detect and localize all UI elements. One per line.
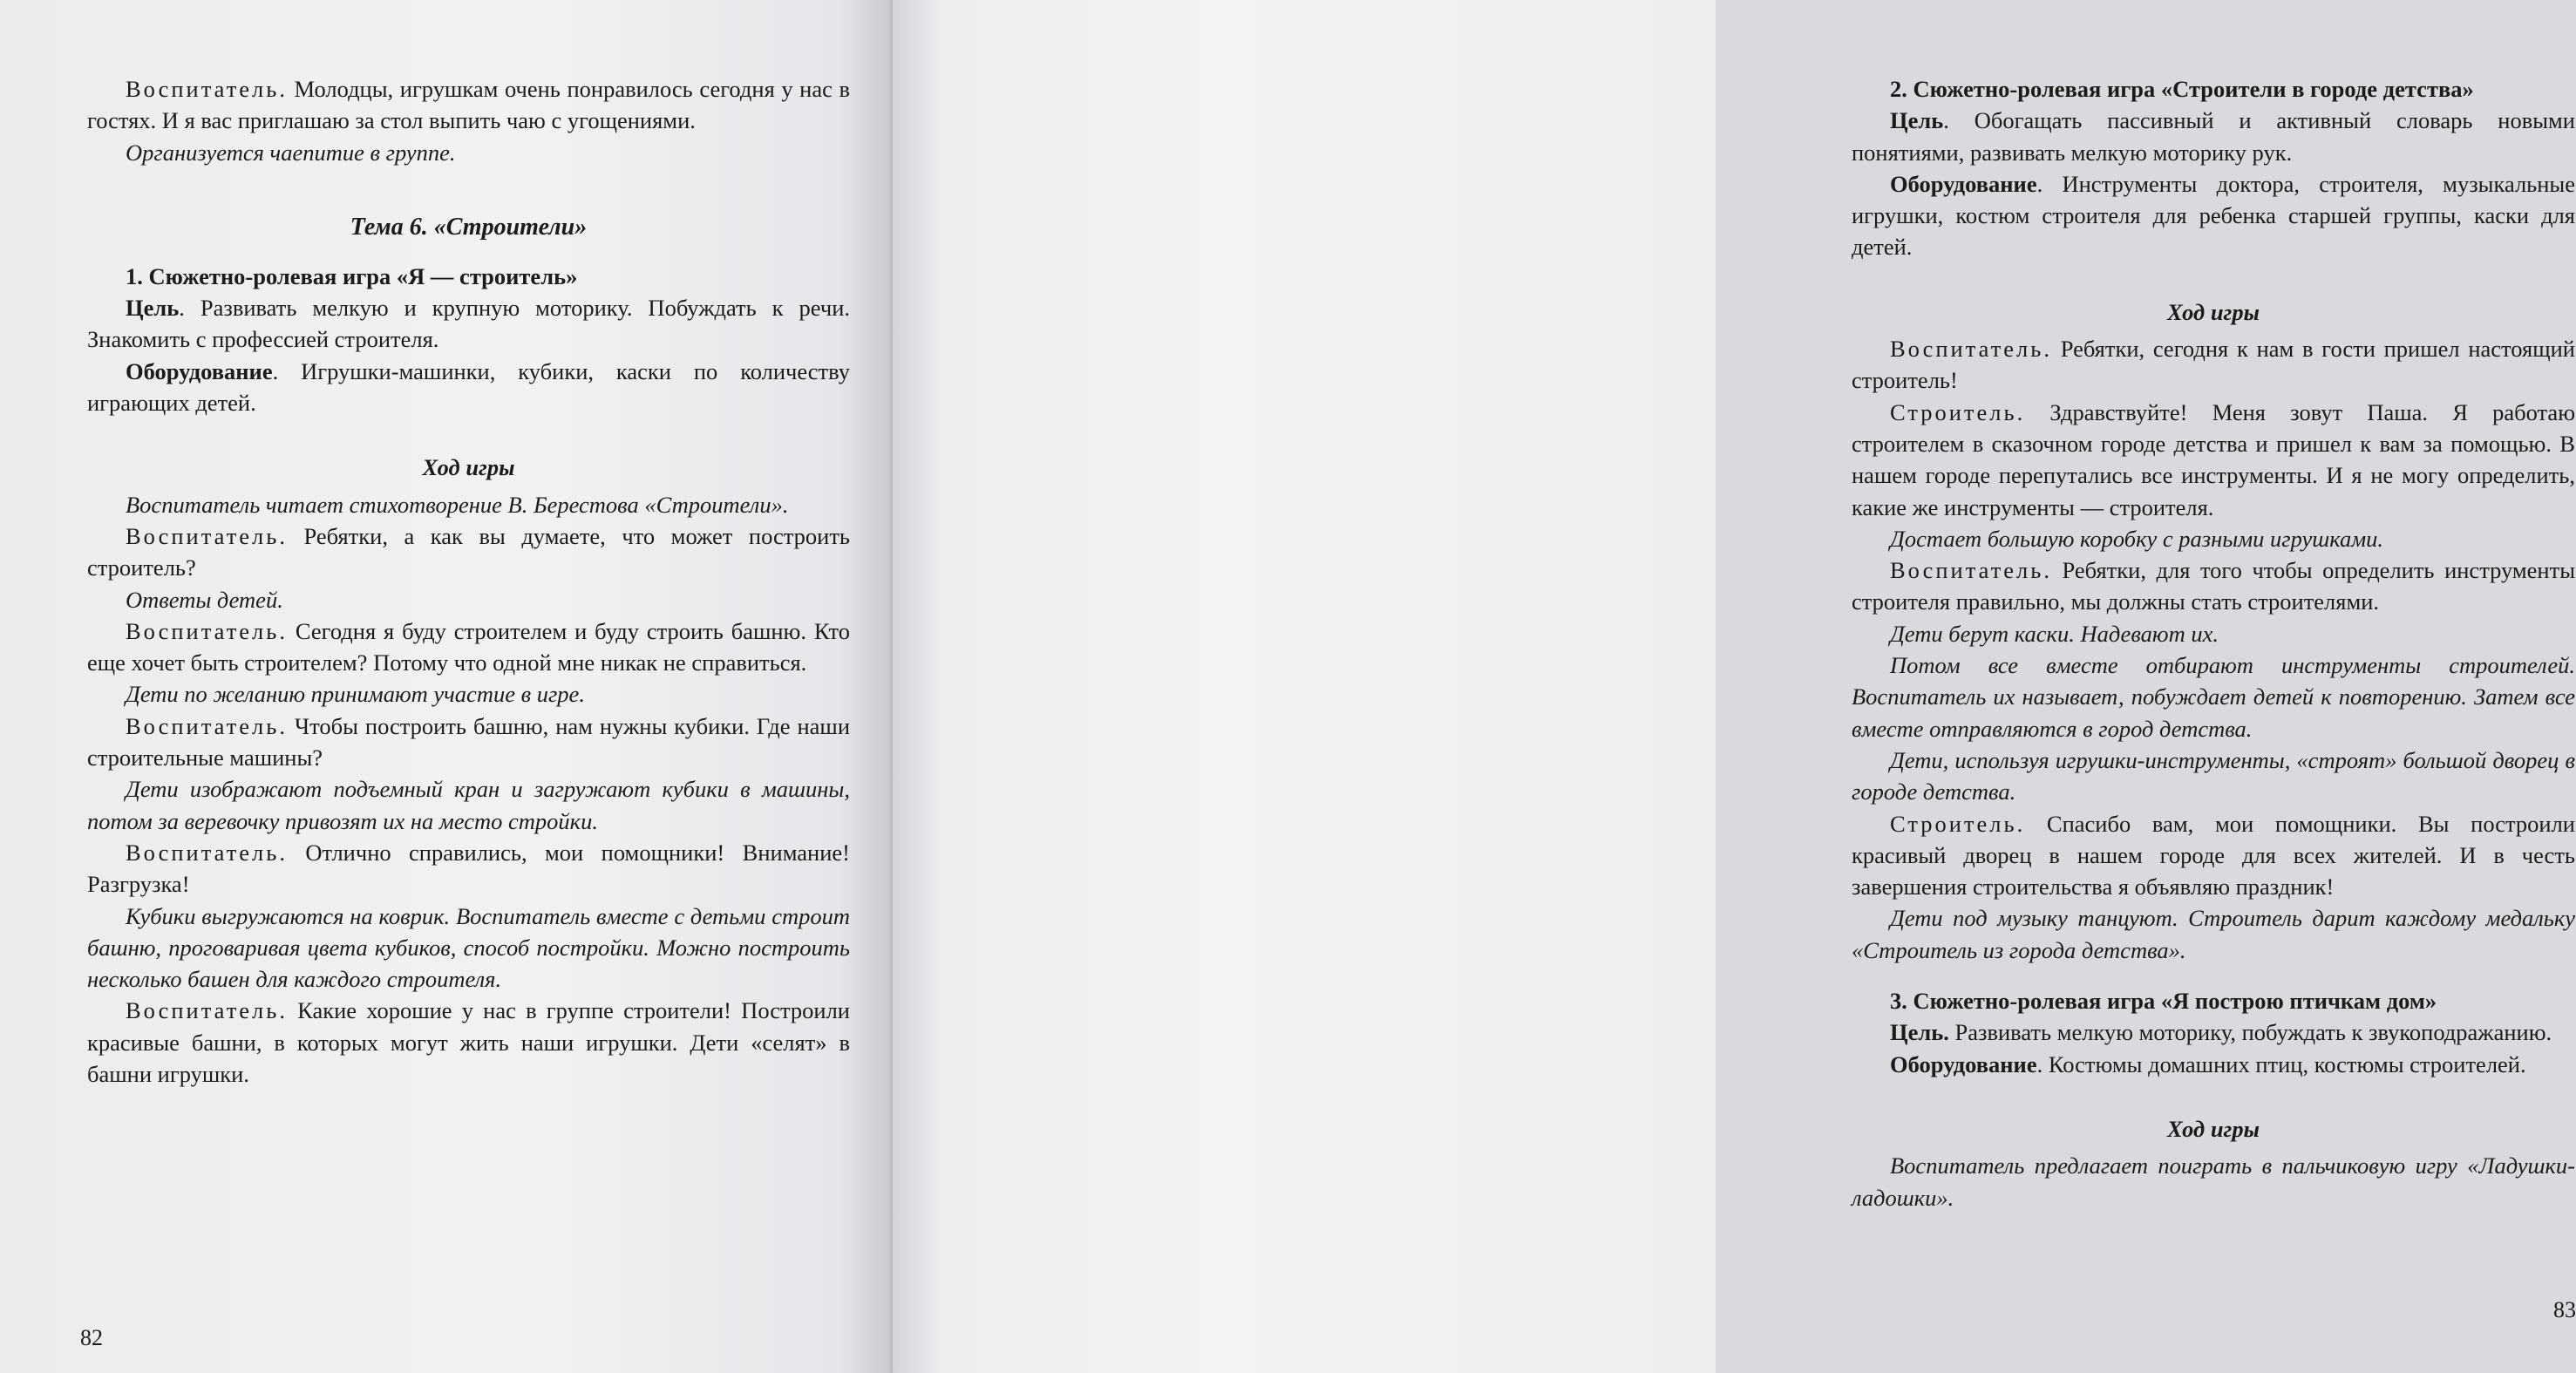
goal-paragraph (1852, 105, 2575, 168)
game-heading: 2. Сюжетно-ролевая игра «Строители в городе детства» (1890, 76, 2474, 102)
speaker-label: Воспитатель. (126, 617, 288, 644)
paragraph-text: Здравствуйте! Меня зовут Паша. Я работаю строителем в сказочном городе детства и пришел к вам за помощью. В нашем городе перепутались все инструменты. И я не могу определить, какие же инструменты — строителя. (1852, 398, 2575, 520)
stage-direction: Кубики выгружаются на коврик. Воспитатель вместе с детьми строит башню, проговаривая цвета кубиков, способ постройки. Можно построить несколько башен для каждого строителя. (87, 902, 850, 993)
stage-direction: Достает большую коробку с разными игрушками. (1890, 525, 2384, 552)
paragraph (1852, 333, 2575, 397)
goal-label: Цель. (1890, 1019, 1949, 1046)
speaker-label: Воспитатель. (1890, 557, 2052, 584)
paragraph (87, 73, 850, 137)
paragraph-text: Спасибо вам, мои помощники. Вы построили красивый дворец в нашем городе для всех жителей. И в честь завершения строительства я объявляю праздник! (1852, 810, 2575, 901)
theme-title: Тема 6. «Строители» (350, 213, 588, 241)
paragraph-text: Молодцы, игрушкам очень понравилось сегодня у нас в гостях. И я вас приглашаю за стол выпить чаю с угощениями. (87, 76, 850, 134)
goal-text: . Обогащать пассивный и активный словарь новыми понятиями, развивать мелкую моторику рук. (1852, 107, 2575, 166)
paragraph (1852, 808, 2575, 903)
game-progress-heading: Ход игры (422, 454, 515, 481)
right-page (893, 0, 2576, 1373)
speaker-label: Воспитатель. (126, 522, 288, 549)
goal-text: Развивать мелкую моторику, побуждать к звукоподражанию. (1948, 1019, 2552, 1046)
equipment-text: . Инструменты доктора, строителя, музыкальные игрушки, костюм строителя для ребенка старшей группы, каски для детей. (1852, 170, 2575, 261)
goal-label: Цель (126, 295, 180, 322)
speaker-label: Воспитатель. (126, 839, 288, 866)
paragraph-text: Ребятки, а как вы думаете, что может построить строитель? (87, 522, 850, 581)
paragraph-text: Сегодня я буду строителем и буду строить башню. Кто еще хочет быть строителем? Потому что одной мне никак не справиться. (87, 617, 850, 676)
equipment-paragraph (87, 356, 850, 419)
game-progress-heading: Ход игры (2167, 1115, 2260, 1142)
goal-label: Цель (1890, 107, 1944, 134)
speaker-label: Воспитатель. (126, 997, 288, 1024)
goal-paragraph (1852, 1016, 2575, 1048)
equipment-label: Оборудование (126, 357, 273, 384)
goal-text: . Развивать мелкую и крупную моторику. Побуждать к речи. Знакомить с профессией строителя. (87, 295, 850, 353)
equipment-text: . Игрушки-машинки, кубики, каски по количеству играющих детей. (87, 357, 850, 417)
speaker-label: Воспитатель. (1890, 336, 2052, 363)
paragraph (87, 837, 850, 901)
paragraph-text: Ребятки, для того чтобы определить инструменты строителя правильно, мы должны стать строителями. (1852, 557, 2575, 615)
stage-direction: Потом все вместе отбирают инструменты строителей. Воспитатель их называет, побуждает детей к повторению. Затем все вместе отправляются в город детства. (1852, 652, 2575, 742)
paragraph (87, 995, 850, 1090)
goal-paragraph (87, 292, 850, 356)
equipment-label: Оборудование (1890, 1050, 2037, 1077)
spacer (1852, 966, 2575, 985)
paragraph (87, 710, 850, 774)
speaker-label: Воспитатель. (126, 712, 288, 739)
paragraph (87, 615, 850, 679)
page-number: 82 (80, 1325, 103, 1350)
stage-direction: Дети изображают подъемный кран и загружают кубики в машины, потом за веревочку привозят их на место стройки. (87, 776, 850, 834)
stage-direction: Воспитатель читает стихотворение В. Берестова «Строители». (126, 491, 789, 518)
paragraph (1852, 397, 2575, 523)
paragraph (1852, 554, 2575, 618)
equipment-text: . Костюмы домашних птиц, костюмы строителей. (2036, 1050, 2526, 1077)
paragraph-text: Чтобы построить башню, нам нужны кубики. Где наши строительные машины? (87, 712, 850, 771)
left-page (0, 0, 891, 1373)
equipment-paragraph (1852, 1049, 2575, 1080)
equipment-label: Оборудование (1890, 170, 2037, 197)
speaker-label: Строитель. (1890, 810, 2026, 837)
right-column (1852, 73, 2575, 1213)
stage-direction: Ответы детей. (126, 586, 283, 613)
stage-direction: Дети берут каски. Надевают их. (1890, 620, 2219, 647)
stage-direction: Дети, используя игрушки-инструменты, «строят» большой дворец в городе детства. (1852, 746, 2575, 805)
stage-direction: Дети под музыку танцуют. Строитель дарит каждому медальку «Строитель из города детства». (1852, 905, 2575, 963)
game-heading: 3. Сюжетно-ролевая игра «Я построю птичкам дом» (1890, 988, 2437, 1015)
stage-direction: Организуется чаепитие в группе. (126, 139, 456, 166)
equipment-paragraph (1852, 168, 2575, 263)
paragraph (87, 520, 850, 584)
stage-direction: Воспитатель предлагает поиграть в пальчиковую игру «Ладушки-ладошки». (1852, 1152, 2575, 1211)
speaker-label: Строитель. (1890, 398, 2026, 425)
paragraph-text: Какие хорошие у нас в группе строители! Построили красивые башни, в которых могут жить наши игрушки. Дети «селят» в башни игрушки. (87, 997, 850, 1088)
stage-direction: Дети по желанию принимают участие в игре. (126, 681, 585, 708)
paragraph-text: Ребятки, сегодня к нам в гости пришел настоящий строитель! (1852, 336, 2575, 394)
left-column (87, 73, 850, 1090)
paragraph-text: Отлично справились, мои помощники! Внимание! Разгрузка! (87, 839, 850, 898)
page-number: 83 (2553, 1297, 2576, 1322)
speaker-label: Воспитатель. (126, 76, 288, 102)
game-heading: 1. Сюжетно-ролевая игра «Я — строитель» (126, 262, 578, 289)
game-progress-heading: Ход игры (2167, 298, 2260, 325)
